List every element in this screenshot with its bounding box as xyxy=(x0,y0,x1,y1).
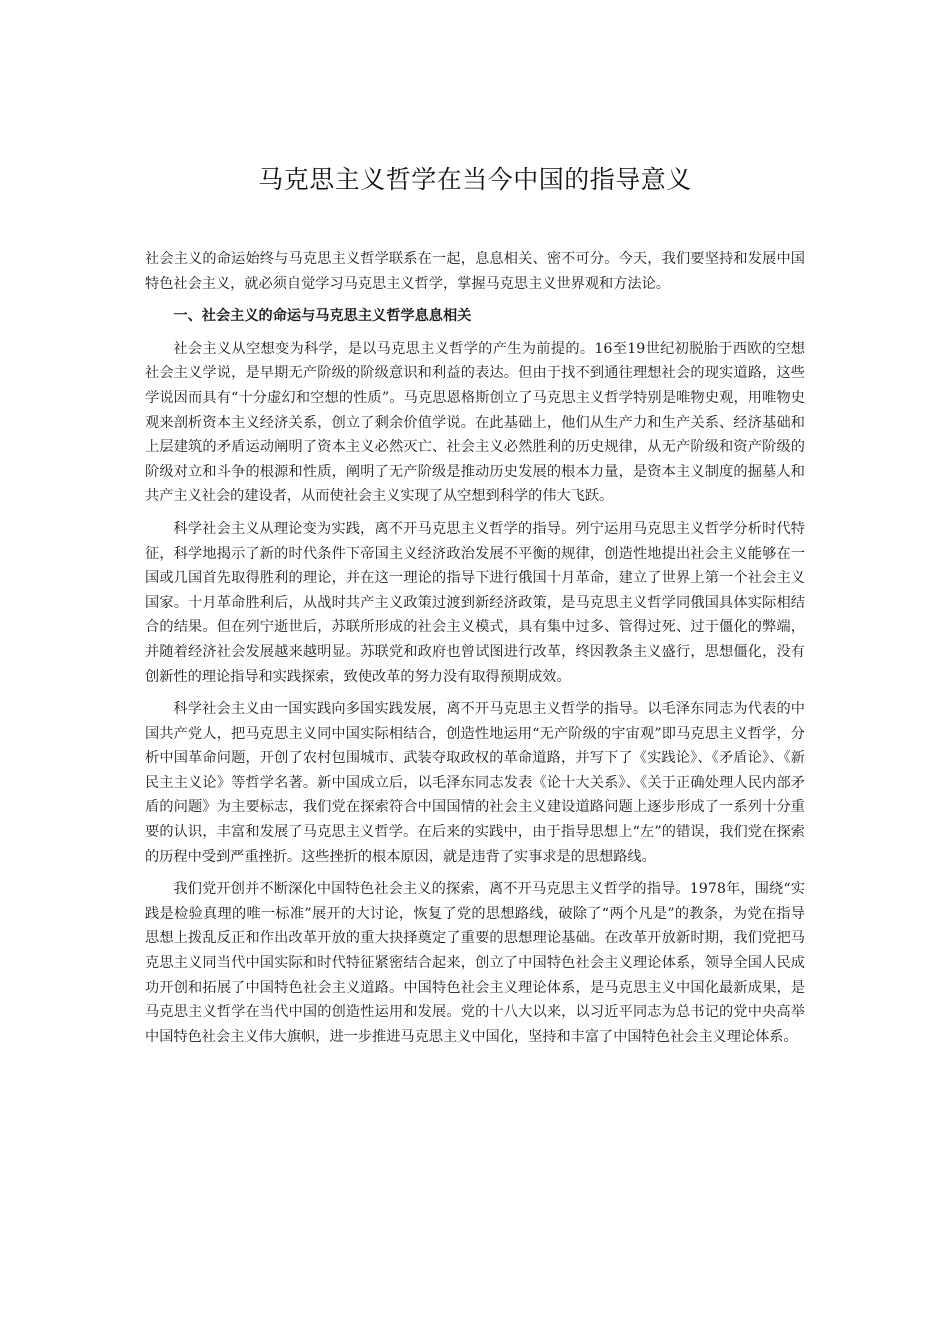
section-heading: 一、社会主义的命运与马克思主义哲学息息相关 xyxy=(173,308,472,325)
document-title: 马克思主义哲学在当今中国的指导意义 xyxy=(258,165,692,194)
document-body xyxy=(145,247,805,1057)
body-paragraph: 科学社会主义由一国实践向多国实践发展，离不开马克思主义哲学的指导。以毛泽东同志为代表的中国共产党人，把马克思主义同中国实际相结合，创造性地运用“无产阶级的宇宙观”即马克思主义哲学，分析中国革命问题，开创了农村包围城市、武装夺取政权的革命道路，并写下了《实践论》、《矛盾论》、《新民主主义论》等哲学名著。新中国成立后，以毛泽东同志发表《论十大关系》、《关于正确处理人民内部矛盾的问题》为主要标志，我们党在探索符合中国国情的社会主义建设道路问题上逐步形成了一系列十分重要的认识，丰富和发展了马克思主义哲学。在后来的实践中，由于指导思想上“左”的错误，我们党在探索的历程中受到严重挫折。这些挫折的根本原因，就是违背了实事求是的思想路线。 xyxy=(145,701,805,865)
intro-paragraph: 社会主义的命运始终与马克思主义哲学联系在一起，息息相关、密不可分。今天，我们要坚持和发展中国特色社会主义，就必须自觉学习马克思主义哲学，掌握马克思主义世界观和方法论。 xyxy=(145,251,805,292)
body-paragraph: 我们党开创并不断深化中国特色社会主义的探索，离不开马克思主义哲学的指导。1978年，围绕“实践是检验真理的唯一标准”展开的大讨论，恢复了党的思想路线，破除了“两个凡是”的教条，为党在指导思想上拨乱反正和作出改革开放的重大抉择奠定了重要的思想理论基础。在改革开放新时期，我们党把马克思主义同当代中国实际和时代特征紧密结合起来，创立了中国特色社会主义理论体系，领导全国人民成功开创和拓展了中国特色社会主义道路。中国特色社会主义理论体系，是马克思主义中国化最新成果，是马克思主义哲学在当代中国的创造性运用和发展。党的十八大以来，以习近平同志为总书记的党中央高举中国特色社会主义伟大旗帜，进一步推进马克思主义中国化，坚持和丰富了中国特色社会主义理论体系。 xyxy=(145,881,805,1045)
body-paragraph: 社会主义从空想变为科学，是以马克思主义哲学的产生为前提的。16至19世纪初脱胎于西欧的空想社会主义学说，是早期无产阶级的阶级意识和利益的表达。但由于找不到通往理想社会的现实道路，这些学说因而具有“十分虚幻和空想的性质”。马克思恩格斯创立了马克思主义哲学特别是唯物史观，用唯物史观来剖析资本主义经济关系，创立了剩余价值学说。在此基础上，他们从生产力和生产关系、经济基础和上层建筑的矛盾运动阐明了资本主义必然灭亡、社会主义必然胜利的历史规律，从无产阶级和资产阶级的阶级对立和斗争的根源和性质，阐明了无产阶级是推动历史发展的根本力量，是资本主义制度的掘墓人和共产主义社会的建设者，从而使社会主义实现了从空想到科学的伟大飞跃。 xyxy=(145,340,805,505)
body-paragraph: 科学社会主义从理论变为实践，离不开马克思主义哲学的指导。列宁运用马克思主义哲学分析时代特征，科学地揭示了新的时代条件下帝国主义经济政治发展不平衡的规律，创造性地提出社会主义能够在一国或几国首先取得胜利的理论，并在这一理论的指导下进行俄国十月革命，建立了世界上第一个社会主义国家。十月革命胜利后，从战时共产主义政策过渡到新经济政策，是马克思主义哲学同俄国具体实际相结合的结果。但在列宁逝世后，苏联所形成的社会主义模式，具有集中过多、管得过死、过于僵化的弊端，并随着经济社会发展越来越明显。苏联党和政府也曾试图进行改革，终因教条主义盛行，思想僵化，没有创新性的理论指导和实践探索，致使改革的努力没有取得预期成效。 xyxy=(145,520,805,685)
